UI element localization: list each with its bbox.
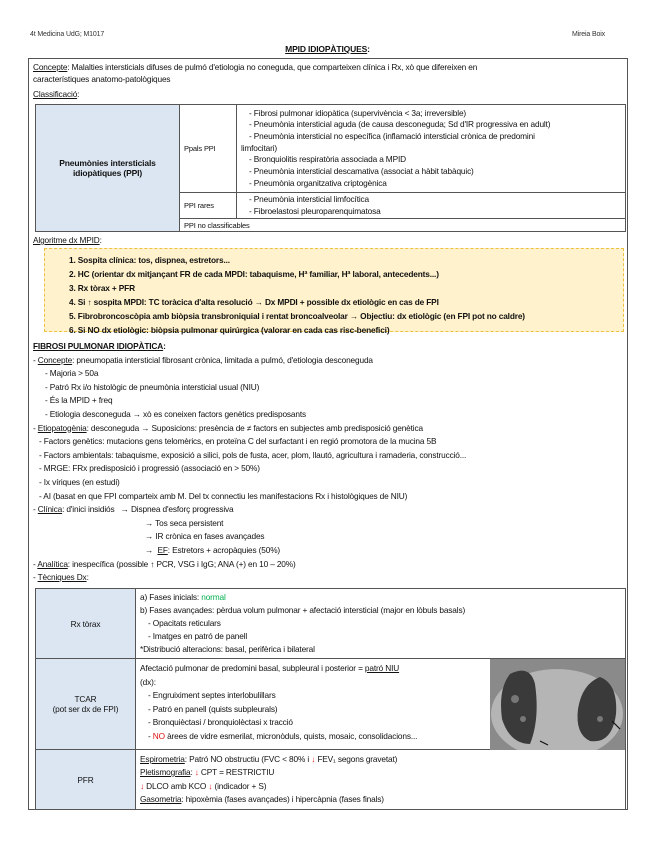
text: - AI (basat en que FPI comparteix amb M. Del tx connectiu les manifestacions Rx i histològiques de NIU) — [39, 490, 408, 501]
header-right: Mireia Boix — [572, 31, 605, 38]
text: Tècniques Dx — [37, 572, 87, 583]
header-left: 4t Medicina UdG; M1017 — [30, 31, 105, 38]
ct-scan-image — [490, 659, 625, 750]
text: limfocitari) — [241, 142, 277, 153]
text: - Patró Rx i/o histològic de pneumònia intersticial usual (NIU) — [45, 381, 260, 392]
text: Etiopatogènia — [37, 422, 87, 433]
text: a) Fases inicials: — [140, 592, 202, 602]
text: - Fibroelastosi pleuroparenquimatosa — [249, 205, 381, 216]
concept-cont: característiques anatomo-patològiques — [33, 74, 171, 84]
text: MPID IDIOPÀTIQUES — [285, 44, 368, 54]
down-arrow-icon: ↓ — [194, 767, 199, 777]
text: CPT = RESTRICTIU — [198, 767, 275, 777]
text: : Estretors + acropàquies (50%) — [167, 544, 281, 555]
text: Espirometria — [140, 753, 185, 764]
rx-content — [136, 589, 626, 659]
text: - Bronquièctasi / bronquiolèctasi x tracció — [148, 717, 293, 727]
step: 4. Si ↑ sospita MPDI: TC toràcica d'alta resolució → Dx MPDI + possible dx etiològic en cas de FPI — [69, 297, 439, 307]
text: b) Fases avançades: pèrdua volum pulmonar + afectació intersticial (major en lòbuls basals) — [140, 605, 466, 615]
tcar-label — [36, 659, 136, 750]
text: : inespecífica (possible ↑ PCR, VSG i IgG; ANA (+) en 10 – 20%) — [67, 558, 296, 569]
down-arrow-icon: ↓ — [208, 780, 213, 791]
text: Classificació — [33, 89, 78, 99]
text: Pletismografia — [140, 767, 191, 777]
text: - Patró en panell (quists subpleurals) — [148, 703, 278, 714]
text: (dx): — [140, 676, 156, 687]
algoritme-heading: Algoritme dx MPID: — [33, 235, 102, 245]
text: - Pneumònia intersticial aguda (de causa desconeguda; Sd d'IR progressiva en adult) — [249, 119, 551, 130]
text: àrees de vidre esmerilat, micronòduls, quists, mosaic, consolidacions... — [164, 730, 418, 741]
down-arrow-icon: ↓ — [140, 780, 144, 791]
classificacio-heading: Classificació: — [33, 89, 80, 99]
text: - Bronquiolitis respiratòria associada a MPID — [249, 154, 406, 165]
classification-table — [35, 104, 626, 232]
group-cell: Pneumònies intersticials idiopàtiques (PPI) — [36, 105, 180, 232]
step: 6. Si NO dx etiològic: biòpsia pulmonar quirúrgica (valorar en cada cas risc-benefici) — [69, 325, 390, 335]
text: - Etiologia desconeguda → xò es coneixen factors genètics predisposants — [45, 408, 307, 419]
text: : Patró NO obstructiu (FVC < 80% i — [184, 753, 312, 764]
algoritme-box — [44, 248, 624, 335]
content-frame — [28, 58, 628, 810]
noclass-label: PPI no classificables — [180, 219, 626, 232]
fpi-section: FIBROSI PULMONAR IDIOPÀTICA: - Concepte: pneumopatia intersticial fibrosant crònica, limitada a pulmó, d'etiologia desconeguda - Majoria > 50a - Patró Rx i/o histològic de pneumònia intersticial usual (NIU) - És la MPID + freq - Etiologia desconeguda → xò es coneixen factors genètics predisposants - Etiopatogènia: desconeguda → Suposicions: presència de ≠ factors en subjectes amb predisposició genètica - Factors genètics: mutacions gens telomèrics, en proteïna C del surfactant i en regió promotora de la mucina 5B - Factors ambientals: tabaquisme, exposició a silici, pols de fusta, acer, plom, llautó, agricultura i ramaderia, construcció... - MRGE: FRx predisposició i progressió (associació en > 50%) - Ix víriques (en estudi) - AI (basat en que FPI comparteix amb M. Del tx connectiu les manifestacions Rx i histològiques de NIU) - Clínica: d'inici insidiós → Dispnea d'esforç progressiva → Tos seca persistent → IR crònica en fases avançades → EF: Estretors + acropàquies (50%) - Analítica: inespecífica (possible ↑ PCR, VSG i IgG; ANA (+) en 10 – 20%) - Tècniques Dx: — [33, 340, 466, 585]
text: Afectació pulmonar de predomini basal, subpleural i posterior = — [140, 663, 365, 673]
text: → Dispnea d'esforç progressiva — [120, 504, 234, 515]
tecniques-table — [35, 588, 626, 810]
text: - Pneumònia intersticial no específica (inflamació intersticial crònica de predomini — [249, 130, 535, 141]
text: (indicador + S) — [212, 780, 267, 791]
step: 3. Rx tòrax + PFR — [69, 283, 135, 293]
text: - Fibrosi pulmonar idiopàtica (supervivència < 3a; irreversible) — [249, 107, 467, 118]
pfr-content: Espirometria: Patró NO obstructiu (FVC < 80% i ↓ FEV₁ segons gravetat) Pletismografia: ↓ CPT = RESTRICTIU ↓ DLCO amb KCO ↓ (indicador + S) Gasometria: hipoxèmia (fases avançades) i hipercàpnia (fases finals) — [136, 750, 626, 810]
text: Algoritme dx MPID — [33, 235, 100, 245]
text: : pneumopatia intersticial fibrosant crònica, limitada a pulmó, d'etiologia desconeguda — [72, 354, 373, 365]
step: 2. HC (orientar dx mitjançant FR de cada MPDI: tabaquisme, Hª familiar, Hª laboral, antecedents...) — [69, 269, 439, 279]
text: - Engruiximent septes interlobulillars — [148, 690, 276, 700]
tecniques-heading: - Tècniques Dx: — [33, 572, 89, 583]
text: - MRGE: FRx predisposició i progressió (associació en > 50%) — [39, 463, 260, 474]
text: Analítica — [37, 558, 68, 569]
text: FEV₁ segons gravetat) — [315, 753, 398, 764]
text: Gasometria — [140, 794, 182, 804]
step: 5. Fibrobroncoscòpia amb biòpsia transbroniquial i rentat broncoalveolar → Objectiu: dx etiològic (en FPI pot no caldre) — [69, 311, 525, 321]
text: → IR crònica en fases avançades — [145, 531, 265, 542]
page-title: MPID IDIOPÀTIQUES: — [285, 44, 370, 54]
text: Concepte — [37, 354, 73, 365]
text: - Pneumònia intersticial limfocítica — [249, 194, 370, 204]
text: - És la MPID + freq — [45, 395, 113, 406]
text: *Distribució alteracions: basal, perifèrica i bilateral — [140, 644, 315, 654]
text: patró NIU — [364, 663, 400, 673]
text: - Imatges en patró de panell — [148, 631, 248, 641]
down-arrow-icon: ↓ — [311, 753, 316, 764]
ppals-list — [237, 105, 626, 193]
text: NO — [152, 730, 165, 741]
text: normal — [201, 592, 226, 602]
text: - Pneumònia organitzativa criptogènica — [249, 177, 387, 188]
rx-label: Rx tòrax — [36, 589, 136, 659]
rares-list — [237, 193, 626, 219]
text: → Tos seca persistent — [145, 517, 224, 528]
text: - Factors ambientals: tabaquisme, exposició a silici, pols de fusta, acer, plom, llautó, agricultura i ramaderia, construcció... — [39, 449, 467, 460]
text: EF — [157, 544, 168, 555]
text: : d'inici insidiós — [62, 504, 115, 515]
tcar-content: Afectació pulmonar de predomini basal, subpleural i posterior = patró NIU (dx): - Engruiximent septes interlobulillars - Patró en panell (quists subpleurals) - Bronquièctasi / bronquiolèctasi x tracció - NO àrees de vidre esmerilat, micronòduls, quists, mosaic, consolidacions... — [136, 659, 626, 750]
text: - Majoria > 50a — [45, 368, 99, 379]
text: - Pneumònia intersticial descamativa (associat a hàbit tabàquic) — [249, 166, 474, 177]
text: - Factors genètics: mutacions gens telomèrics, en proteïna C del surfactant i en regió promotora de la mucina 5B — [39, 436, 437, 447]
text: - Ix víriques (en estudi) — [39, 476, 120, 487]
text: - Opacitats reticulars — [148, 618, 221, 628]
text: : desconeguda → Suposicions: presència de ≠ factors en subjectes amb predisposició genètica — [86, 422, 423, 433]
text: FIBROSI PULMONAR IDIOPÀTICA — [33, 341, 164, 351]
text: → — [145, 544, 154, 555]
text: Clínica — [37, 504, 63, 515]
step: 1. Sospita clínica: tos, dispnea, estretors... — [69, 255, 230, 265]
concept — [33, 61, 477, 74]
text: DLCO amb KCO — [144, 780, 209, 791]
text: (pot ser dx de FPI) — [52, 704, 119, 714]
text: TCAR — [74, 694, 97, 704]
rares-label: PPI rares — [180, 193, 237, 219]
text: : hipoxèmia (fases avançades) i hipercàpnia (fases finals) — [181, 794, 384, 804]
text: : Malalties intersticials difuses de pulmó d'etiologia no coneguda, que comparteixen clínica i Rx, xò que difereixen en — [67, 62, 478, 72]
pfr-label: PFR — [36, 750, 136, 810]
text: Concepte — [33, 62, 68, 72]
ppals-label: Ppals PPI — [180, 105, 237, 193]
